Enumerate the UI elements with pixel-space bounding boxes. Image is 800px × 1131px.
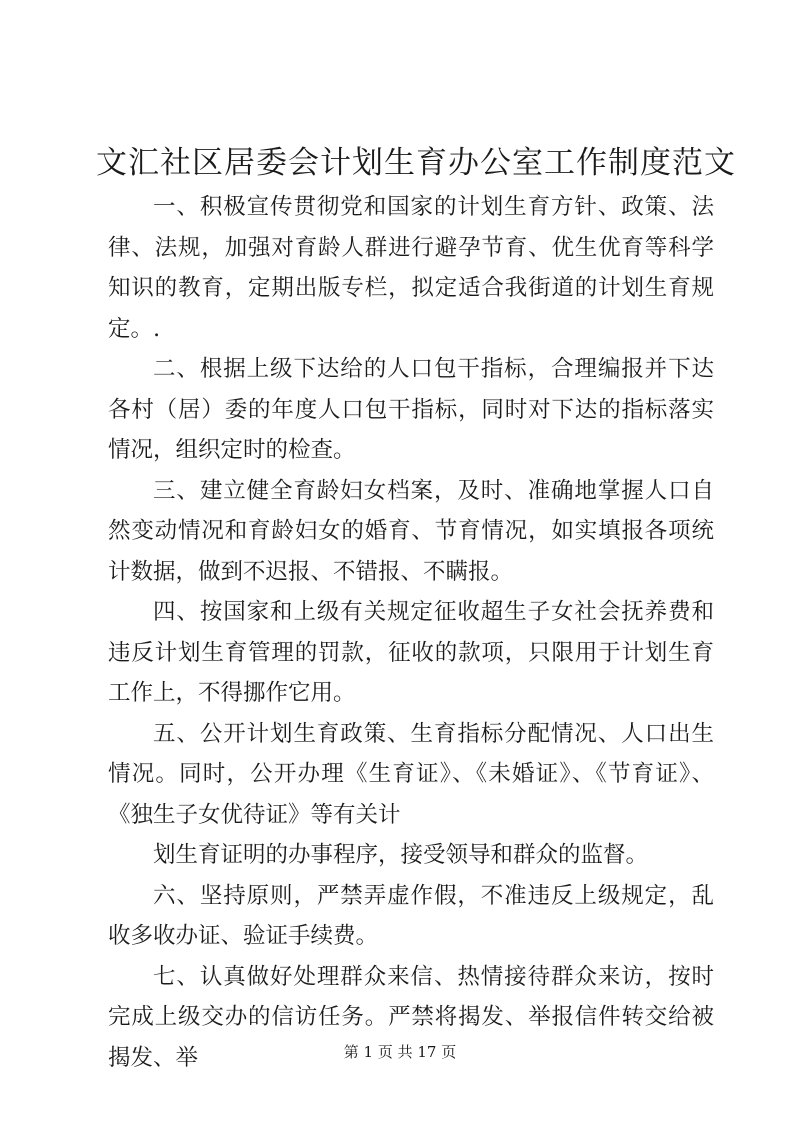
document-body xyxy=(108,187,714,1078)
paragraph-2: 二、根据上级下达给的人口包干指标，合理编报并下达各村（居）委的年度人口包干指标，同时对下达的指标落实情况，组织定时的检查。 xyxy=(108,356,714,463)
paragraph-1: 一、积极宣传贯彻党和国家的计划生育方针、政策、法律、法规，加强对育龄人群进行避孕节育、优生优育等科学知识的教育，定期出版专栏，拟定适合我街道的计划生育规定。. xyxy=(108,194,714,342)
page-footer: 第 1 页 共 17 页 xyxy=(343,1043,457,1061)
paragraph-6: 六、坚持原则，严禁弄虚作假，不准违反上级规定，乱收多收办证、验证手续费。 xyxy=(108,882,714,949)
paragraph-3: 三、建立健全育龄妇女档案，及时、准确地掌握人口自然变动情况和育龄妇女的婚育、节育情况，如实填报各项统计数据，做到不迟报、不错报、不瞒报。 xyxy=(108,477,714,585)
paragraph-4: 四、按国家和上级有关规定征收超生子女社会抚养费和违反计划生育管理的罚款，征收的款项，只限用于计划生育工作上，不得挪作它用。 xyxy=(108,599,714,706)
paragraph-5-continued: 划生育证明的办事程序，接受领导和群众的监督。 xyxy=(153,842,649,868)
paragraph-5: 五、公开计划生育政策、生育指标分配情况、人口出生情况。同时，公开办理《生育证》、《未婚证》、《节育证》、《独生子女优待证》等有关计 xyxy=(108,720,714,828)
paragraph-7: 七、认真做好处理群众来信、热情接待群众来访，按时完成上级交办的信访任务。严禁将揭发、举报信件转交给被揭发、举 xyxy=(108,963,714,1071)
document-title: 文汇社区居委会计划生育办公室工作制度范文 xyxy=(96,145,736,181)
